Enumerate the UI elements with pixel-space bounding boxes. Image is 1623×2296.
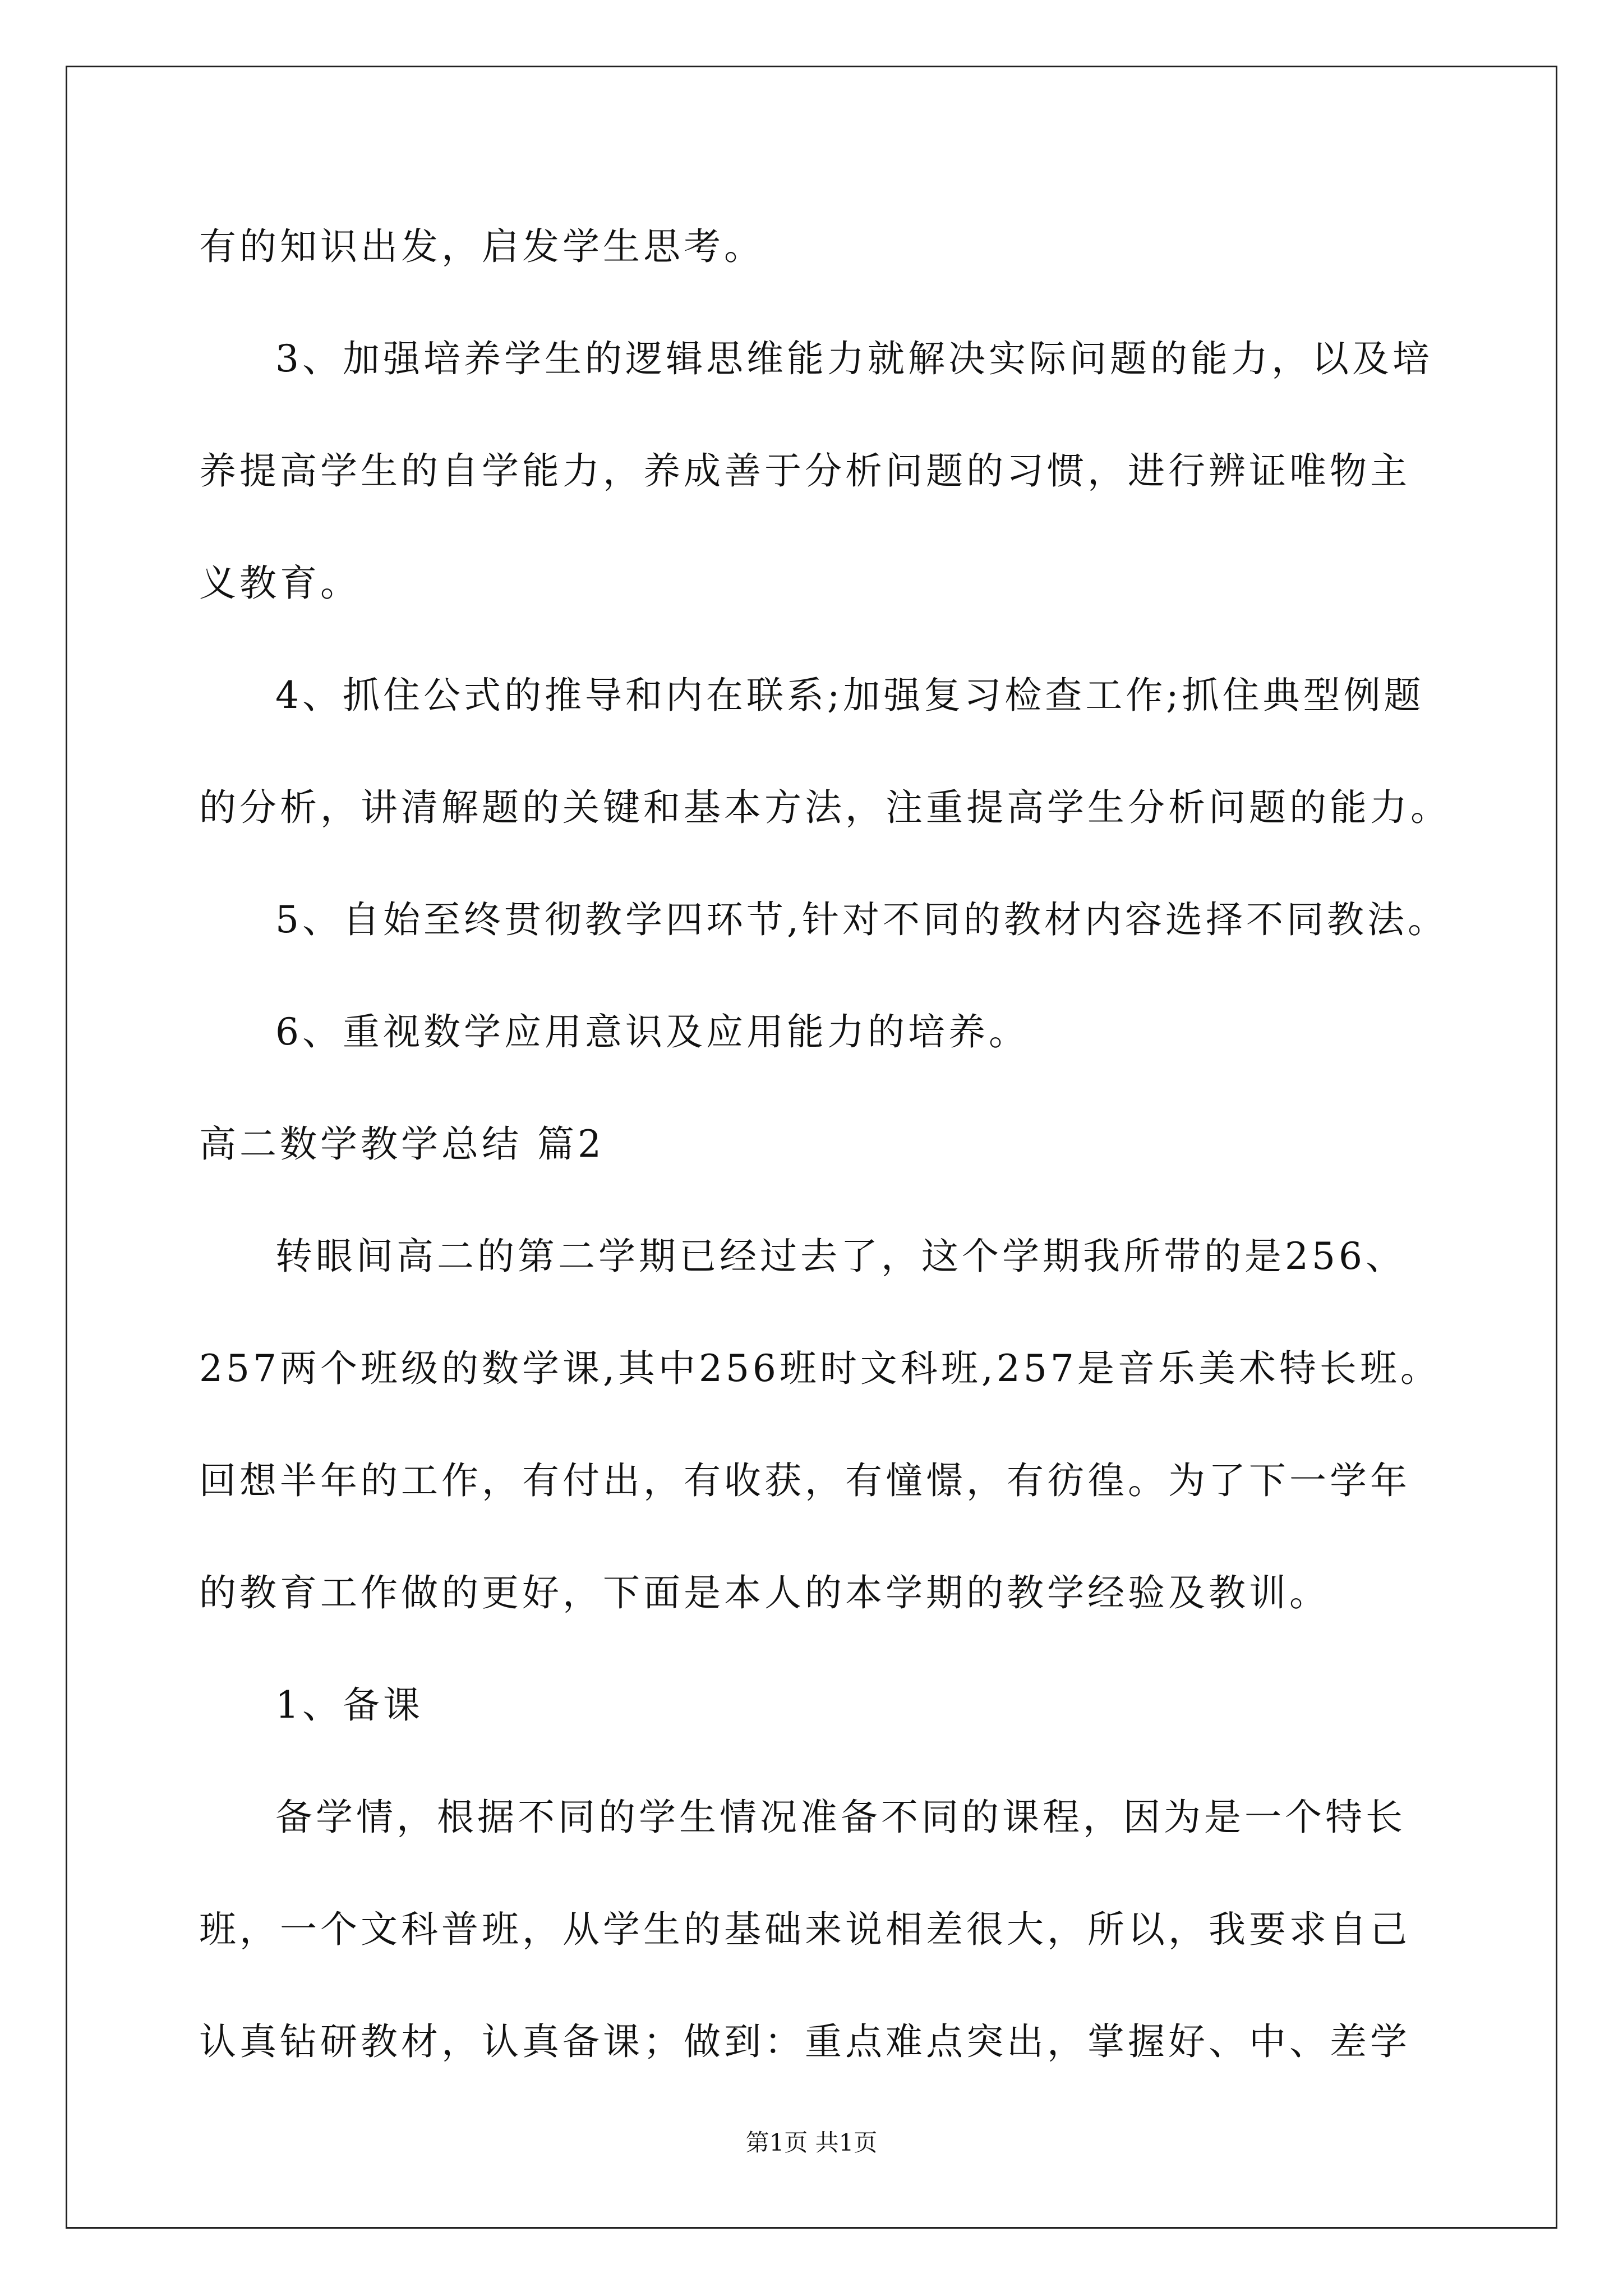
text-line: 备学情，根据不同的学生情况准备不同的课程，因为是一个特长 [275,1796,1406,1839]
text-line: 班，一个文科普班，从学生的基础来说相差很大，所以，我要求自己 [199,1908,1410,1951]
text-line: 认真钻研教材，认真备课；做到：重点难点突出，掌握好、中、差学 [199,2020,1410,2063]
text-line: 5、自始至终贯彻教学四环节,针对不同的教材内容选择不同教法。 [275,898,1448,941]
text-line: 义教育。 [199,562,361,605]
text-line: 4、抓住公式的推导和内在联系;加强复习检查工作;抓住典型例题 [275,674,1424,717]
text-line: 6、重视数学应用意识及应用能力的培养。 [275,1010,1029,1053]
text-line: 257两个班级的数学课,其中256班时文科班,257是音乐美术特长班。 [199,1347,1441,1390]
text-line: 的教育工作做的更好，下面是本人的本学期的教学经验及教训。 [199,1571,1330,1614]
text-line: 养提高学生的自学能力，养成善于分析问题的习惯，进行辨证唯物主 [199,449,1410,493]
text-line: 回想半年的工作，有付出，有收获，有憧憬，有彷徨。为了下一学年 [199,1459,1410,1502]
text-line: 3、加强培养学生的逻辑思维能力就解决实际问题的能力，以及培 [275,337,1433,380]
text-line: 的分析，讲清解题的关键和基本方法，注重提高学生分析问题的能力。 [199,786,1451,829]
text-line: 转眼间高二的第二学期已经过去了，这个学期我所带的是256、 [275,1235,1406,1278]
text-line: 1、备课 [275,1683,423,1727]
text-line: 有的知识出发，启发学生思考。 [199,225,764,268]
page-footer: 第1页 共1页 [745,2129,878,2156]
section-heading: 高二数学教学总结 篇2 [199,1122,605,1166]
